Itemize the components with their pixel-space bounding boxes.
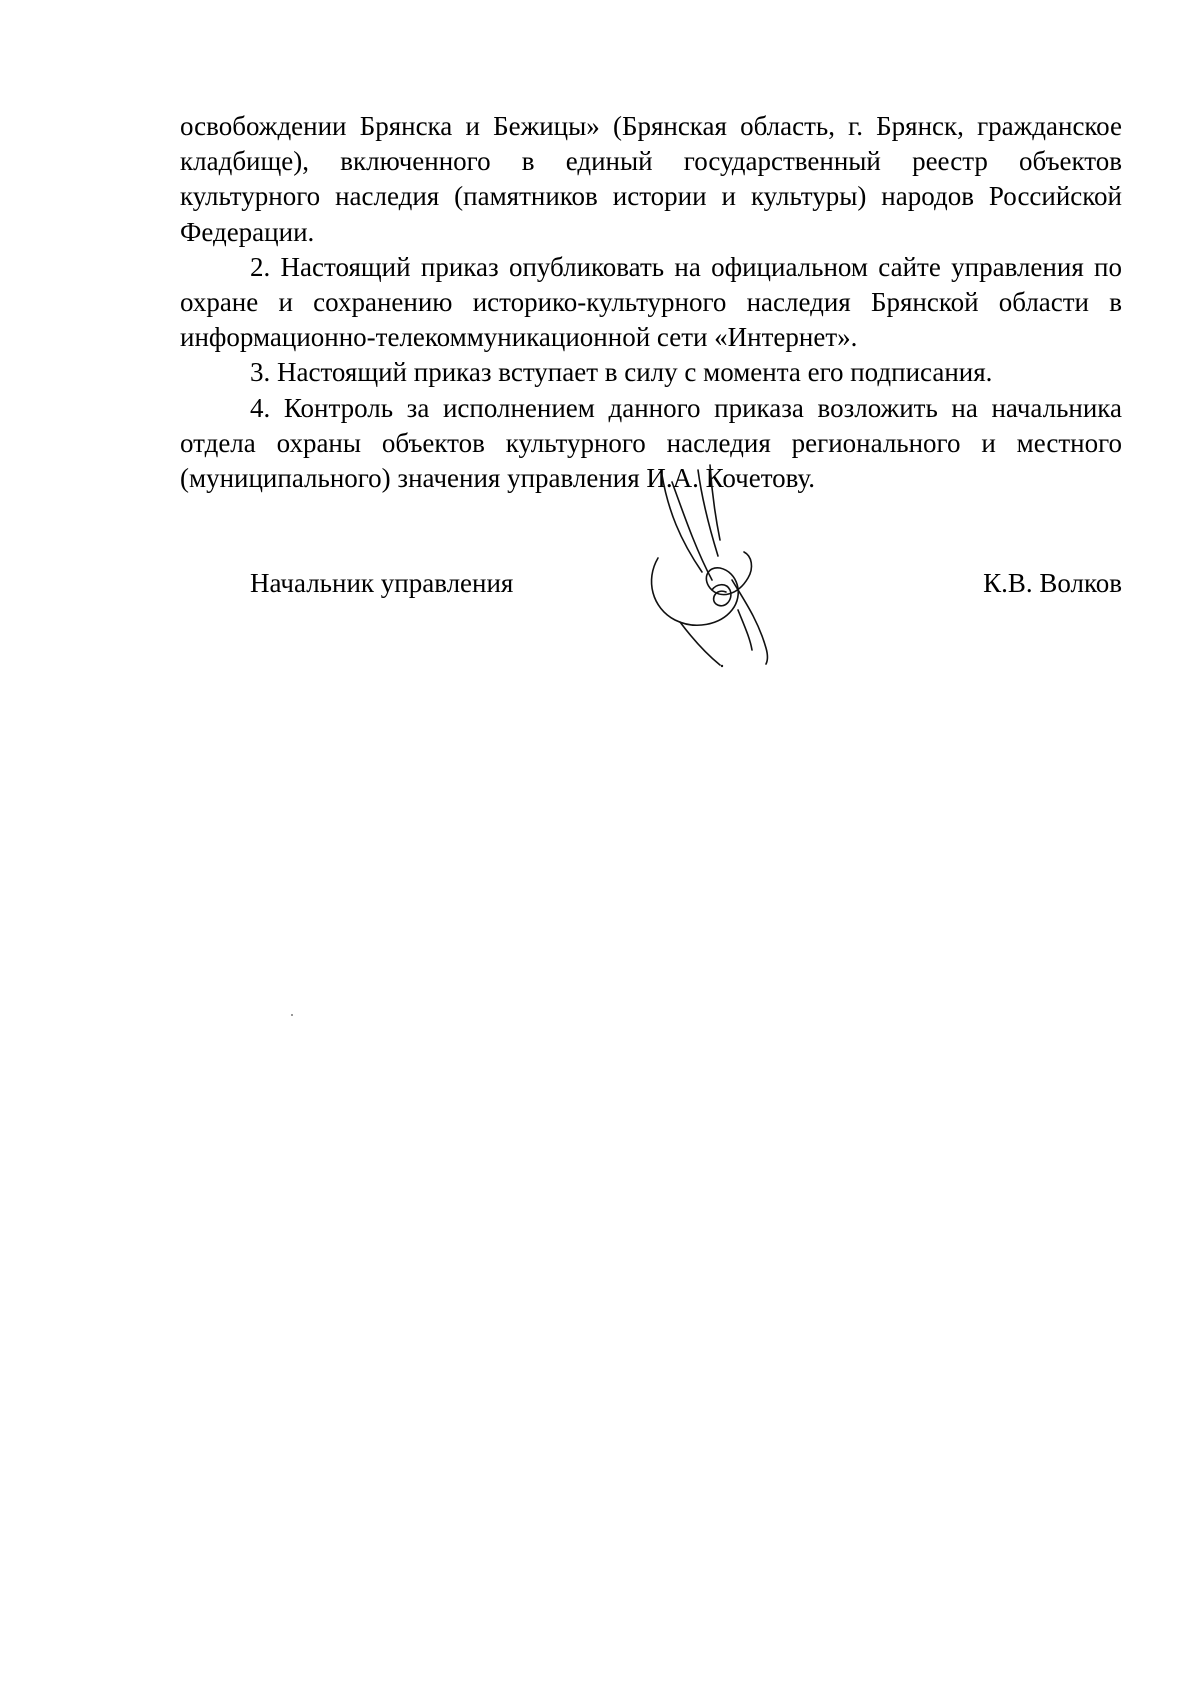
paragraph-3-effective-date: 3. Настоящий приказ вступает в силу с момента его подписания. (250, 357, 993, 388)
paragraph-2-publication: 2. Настоящий приказ опубликовать на официальном сайте управления по охране и сохранению историко-культурного наследия Брянской области в информационно-телекоммуникационной сети «Интернет». (180, 251, 1122, 353)
document-body (180, 109, 1122, 496)
handwritten-signature-icon (640, 460, 800, 670)
paragraph-4-control: 4. Контроль за исполнением данного приказа возложить на начальника отдела охраны объектов культурного наследия регионального и местного (муниципального) значения управления И.А. Кочетову. (180, 392, 1122, 494)
signatory-position: Начальник управления (250, 568, 514, 598)
paragraph-1-continuation: освобождении Брянска и Бежицы» (Брянская область, г. Брянск, гражданское кладбище), включенного в единый государственный реестр объектов культурного наследия (памятников истории и культуры) народов Российской Федерации. (180, 111, 1122, 247)
signatory-name: К.В. Волков (983, 568, 1122, 598)
scan-artifact-dot (291, 1014, 293, 1016)
